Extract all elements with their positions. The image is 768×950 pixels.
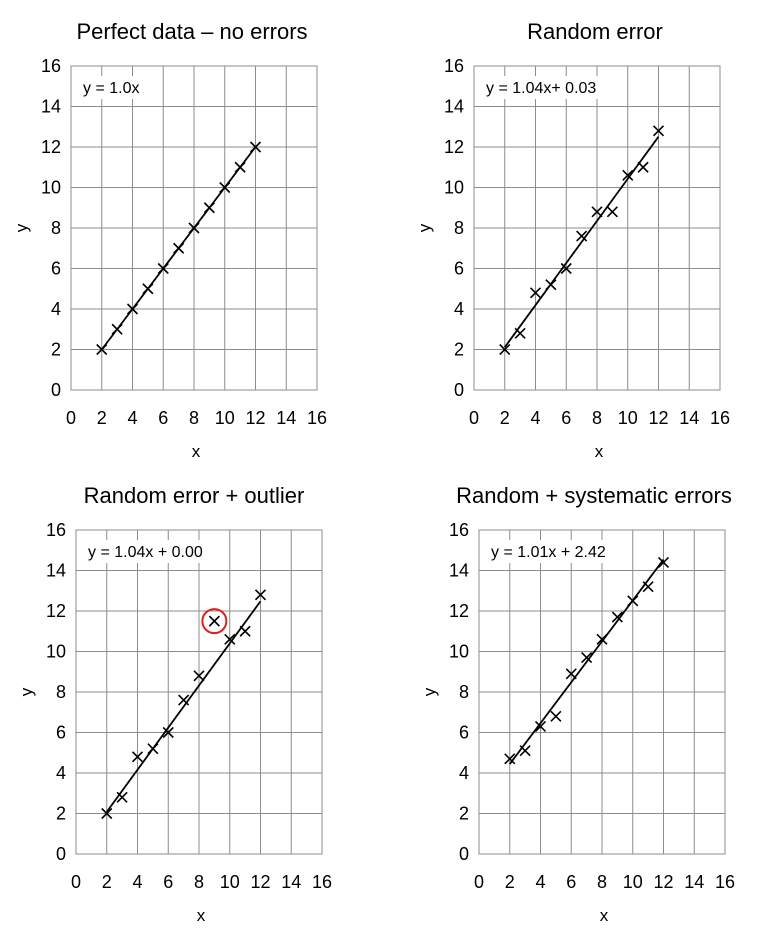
y-axis-label: y: [420, 687, 439, 697]
x-tick-label: 6: [163, 872, 174, 892]
chart-title: Perfect data – no errors: [76, 19, 308, 44]
x-tick-label: 8: [596, 872, 608, 892]
data-point: [643, 582, 653, 592]
x-tick-label: 12: [245, 408, 266, 428]
y-tick-label: 8: [55, 682, 66, 702]
trendline: [107, 601, 261, 812]
x-tick-label: 6: [158, 408, 169, 428]
chart-3: [17, 483, 332, 925]
x-tick-label: 16: [714, 872, 736, 892]
x-tick-label: 8: [188, 408, 200, 428]
y-tick-label: 6: [50, 258, 61, 279]
x-tick-label: 0: [468, 408, 480, 428]
y-tick-label: 4: [458, 763, 469, 783]
x-tick-label: 4: [530, 408, 541, 428]
y-tick-label: 12: [448, 601, 469, 621]
y-tick-label: 0: [50, 380, 61, 400]
chart-title: Random + systematic errors: [456, 483, 732, 508]
y-tick-label: 6: [55, 722, 66, 743]
x-tick-label: 6: [561, 408, 572, 428]
x-tick-label: 12: [653, 872, 674, 892]
data-point: [112, 324, 122, 334]
x-tick-label: 10: [622, 872, 643, 892]
y-tick-label: 4: [50, 299, 61, 319]
x-tick-label: 14: [684, 872, 705, 892]
x-tick-label: 2: [96, 408, 107, 428]
y-tick-label: 8: [458, 682, 469, 702]
y-tick-label: 6: [458, 722, 469, 743]
y-tick-label: 2: [55, 803, 66, 824]
y-tick-label: 10: [45, 641, 66, 662]
chart-1: [12, 19, 327, 461]
chart-title: Random error: [527, 19, 663, 44]
x-tick-label: 16: [306, 408, 328, 428]
data-point: [117, 792, 127, 802]
data-point: [179, 695, 189, 705]
data-point: [235, 162, 245, 172]
x-tick-label: 0: [65, 408, 77, 428]
x-axis-label: x: [599, 906, 609, 925]
y-tick-label: 16: [45, 520, 66, 540]
data-point: [546, 280, 556, 290]
y-tick-label: 2: [50, 339, 61, 360]
y-tick-label: 8: [453, 218, 464, 238]
y-tick-label: 14: [443, 96, 464, 117]
x-axis-label: x: [191, 442, 201, 461]
y-tick-label: 10: [443, 177, 464, 198]
y-axis-label: y: [17, 687, 36, 697]
y-tick-label: 4: [453, 299, 464, 319]
x-tick-label: 2: [504, 872, 515, 892]
data-point: [240, 626, 250, 636]
x-tick-label: 12: [648, 408, 669, 428]
y-axis-label: y: [12, 223, 31, 233]
x-tick-label: 8: [591, 408, 603, 428]
y-tick-label: 4: [55, 763, 66, 783]
y-tick-label: 12: [45, 601, 66, 621]
x-tick-label: 16: [709, 408, 731, 428]
x-tick-label: 10: [617, 408, 638, 428]
chart-2: [415, 19, 730, 461]
x-tick-label: 4: [535, 872, 546, 892]
x-tick-label: 16: [311, 872, 333, 892]
x-tick-label: 4: [127, 408, 138, 428]
data-point: [515, 328, 525, 338]
y-tick-label: 8: [50, 218, 61, 238]
x-tick-label: 10: [219, 872, 240, 892]
x-tick-label: 14: [281, 872, 302, 892]
y-tick-label: 12: [40, 137, 61, 157]
trendline: [510, 560, 664, 765]
x-tick-label: 0: [70, 872, 82, 892]
y-tick-label: 6: [453, 258, 464, 279]
y-tick-label: 10: [448, 641, 469, 662]
trendline-equation: y = 1.04x+ 0.03: [486, 80, 597, 97]
x-tick-label: 2: [499, 408, 510, 428]
trendline-equation: y = 1.01x + 2.42: [491, 544, 606, 561]
data-point: [520, 746, 530, 756]
x-tick-label: 4: [132, 872, 143, 892]
y-tick-label: 16: [448, 520, 469, 540]
y-tick-label: 0: [55, 844, 66, 864]
x-tick-label: 14: [276, 408, 297, 428]
data-point: [148, 744, 158, 754]
x-axis-label: x: [594, 442, 604, 461]
trendline-equation: y = 1.0x: [83, 80, 140, 97]
y-tick-label: 14: [40, 96, 61, 117]
y-tick-label: 14: [45, 560, 66, 581]
y-tick-label: 16: [40, 56, 61, 76]
x-axis-label: x: [196, 906, 206, 925]
data-point: [638, 162, 648, 172]
y-tick-label: 0: [453, 380, 464, 400]
x-tick-label: 6: [566, 872, 577, 892]
data-point: [551, 711, 561, 721]
y-tick-label: 2: [453, 339, 464, 360]
chart-title: Random error + outlier: [83, 483, 305, 508]
x-tick-label: 10: [214, 408, 235, 428]
chart-4: [420, 483, 735, 925]
y-tick-label: 16: [443, 56, 464, 76]
x-tick-label: 8: [193, 872, 205, 892]
data-point: [209, 616, 219, 626]
x-tick-label: 2: [101, 872, 112, 892]
y-tick-label: 2: [458, 803, 469, 824]
trendline: [505, 137, 659, 348]
y-axis-label: y: [415, 223, 434, 233]
x-tick-label: 14: [679, 408, 700, 428]
y-tick-label: 12: [443, 137, 464, 157]
data-point: [174, 243, 184, 253]
data-point: [607, 207, 617, 217]
x-tick-label: 0: [473, 872, 485, 892]
y-tick-label: 10: [40, 177, 61, 198]
data-point: [143, 284, 153, 294]
x-tick-label: 12: [250, 872, 271, 892]
trendline-equation: y = 1.04x + 0.00: [88, 544, 203, 561]
y-tick-label: 14: [448, 560, 469, 581]
data-point: [204, 203, 214, 213]
y-tick-label: 0: [458, 844, 469, 864]
